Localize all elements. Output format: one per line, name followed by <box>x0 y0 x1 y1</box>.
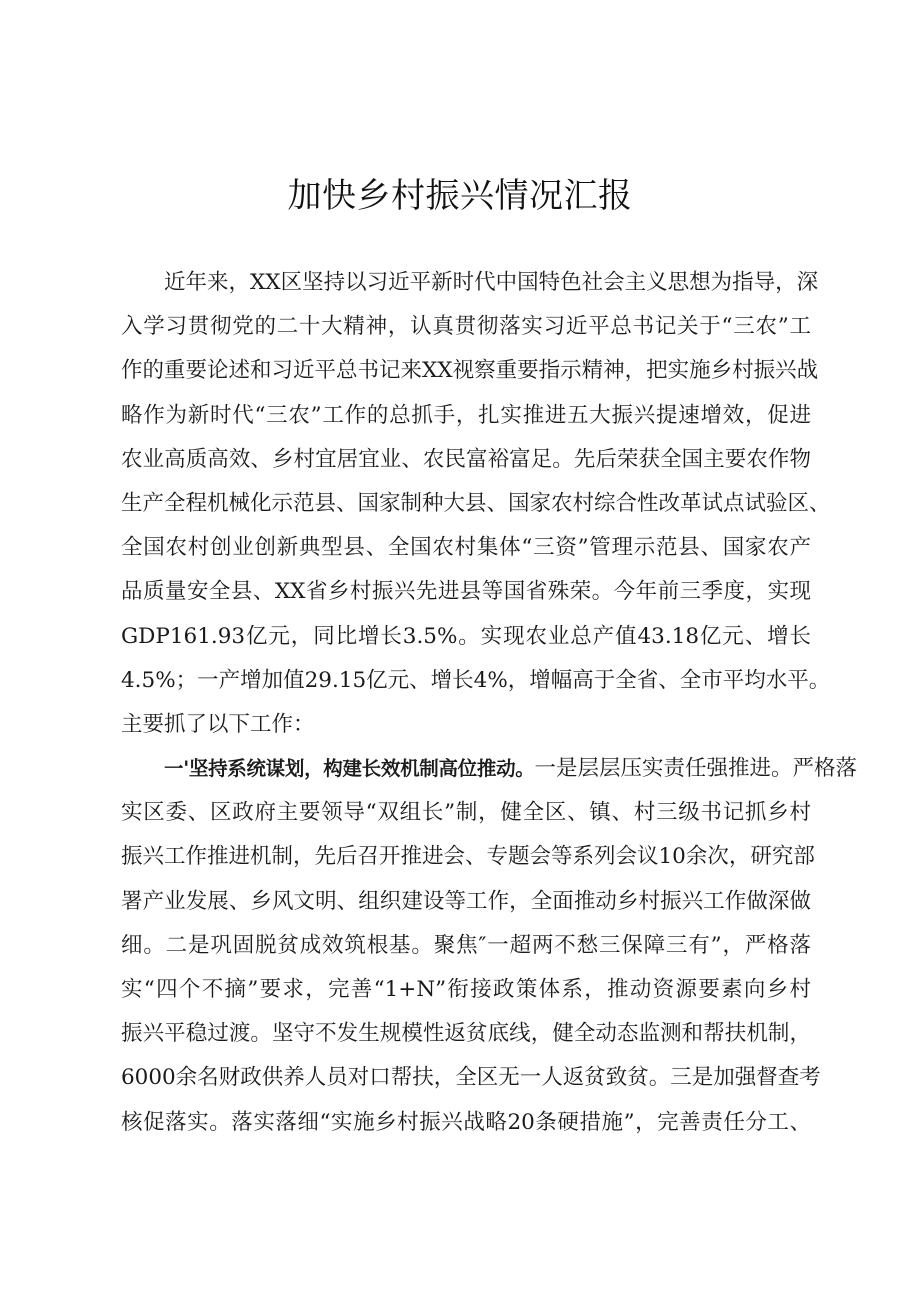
text-line: 振兴平稳过渡。坚守不发生规模性返贫底线，健全动态监测和帮扶机制， <box>121 1021 811 1047</box>
paragraph-intro <box>121 261 831 747</box>
text-line: 振兴工作推进机制，先后召开推进会、专题会等系列会议10余次，研究部 <box>121 844 815 870</box>
text-line: 略作为新时代“三农”工作的总抓手，扎实推进五大振兴提速增效，促进 <box>121 402 811 428</box>
text-line: GDP161.93亿元，同比增长3.5%。实现农业总产值43.18亿元、增长 <box>121 623 811 649</box>
text-line: 生产全程机械化示范县、国家制种大县、国家农村综合性改革试点试验区、 <box>121 490 831 516</box>
text-line: 近年来，XX区坚持以习近平新时代中国特色社会主义思想为指导，深 <box>164 270 819 295</box>
text-line: 品质量安全县、XX省乡村振兴先进县等国省殊荣。今年前三季度，实现 <box>121 579 811 605</box>
document-body <box>121 261 857 1145</box>
text-line: 农业高质高效、乡村宜居宜业、农民富裕富足。先后荣获全国主要农作物 <box>121 446 811 472</box>
paragraph-section-one <box>121 747 857 1145</box>
text-line: 主要抓了以下工作： <box>121 711 315 737</box>
text-line-with-heading <box>121 747 857 791</box>
section-heading: 一'坚持系统谋划，构建长效机制高位推动。 <box>164 757 535 781</box>
document-title: 加快乡村振兴情况汇报 <box>287 176 633 216</box>
text-line: 4.5%；一产增加值29.15亿元、增长4%，增幅高于全省、全市平均水平。 <box>121 667 831 693</box>
text-line: 全国农村创业创新典型县、全国农村集体“三资”管理示范县、国家农产 <box>121 535 811 561</box>
text-line: 实“四个不摘”要求，完善“1+N”衔接政策体系，推动资源要素向乡村 <box>121 977 811 1002</box>
text-line: 署产业发展、乡风文明、组织建设等工作，全面推动乡村振兴工作做深做 <box>121 888 811 914</box>
section-heading-rest: 一是层层压实责任强推进。严格落 <box>534 756 857 782</box>
text-line: 6000余名财政供养人员对口帮扶，全区无一人返贫致贫。三是加强督查考 <box>121 1065 821 1091</box>
text-line: 细。二是巩固脱贫成效筑根基。聚焦″一超两不愁三保障三有”，严格落 <box>121 932 811 958</box>
text-line: 作的重要论述和习近平总书记来XX视察重要指示精神，把实施乡村振兴战 <box>121 358 819 384</box>
text-line: 核促落实。落实落细“实施乡村振兴战略20条硬措施”，完善责任分工、 <box>121 1109 811 1135</box>
text-line: 实区委、区政府主要领导“双组长”制，健全区、镇、村三级书记抓乡村 <box>121 800 811 826</box>
text-line: 入学习贯彻党的二十大精神，认真贯彻落实习近平总书记关于“三农”工 <box>121 314 811 340</box>
